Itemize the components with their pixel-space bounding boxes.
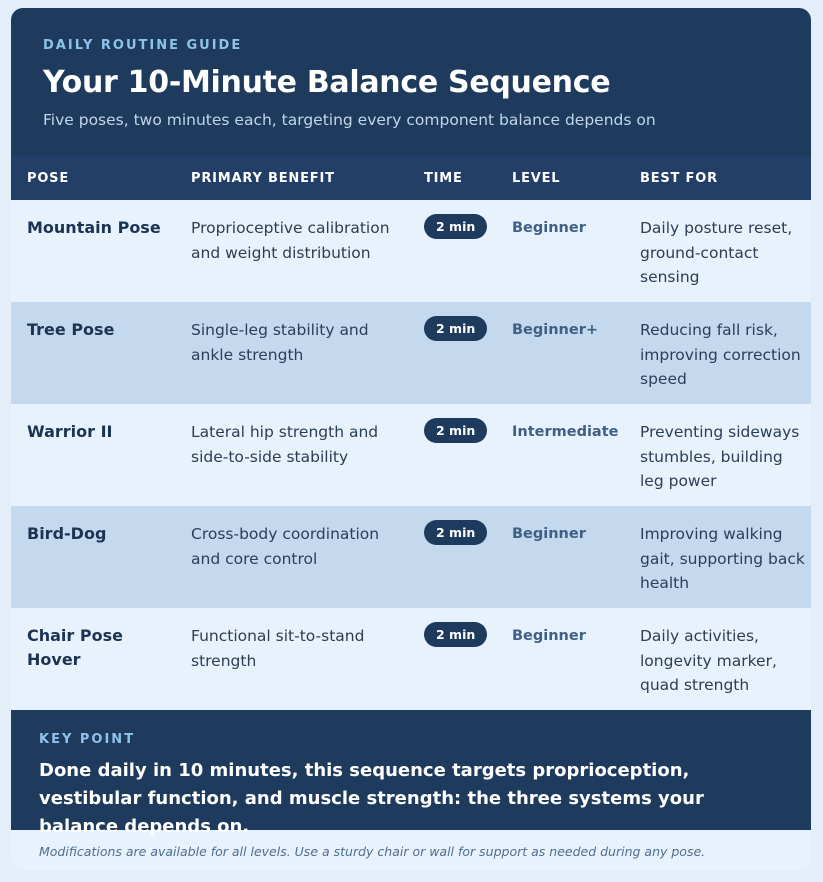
best-for: Preventing sideways stumbles, building leg power (640, 423, 800, 490)
level-label: Beginner (512, 220, 586, 236)
column-header-level: LEVEL (512, 171, 561, 186)
page-subtitle: Five poses, two minutes each, targeting every component balance depends on (43, 111, 656, 129)
primary-benefit: Proprioceptive calibration and weight distribution (191, 219, 390, 262)
time-badge: 2 min (424, 316, 487, 341)
level-label: Intermediate (512, 424, 619, 440)
key-point-label: KEY POINT (39, 732, 136, 747)
table-row (11, 302, 811, 404)
column-header-benefit: PRIMARY BENEFIT (191, 171, 335, 186)
column-header-pose: POSE (27, 171, 70, 186)
guide-card (11, 8, 811, 870)
primary-benefit: Lateral hip strength and side-to-side stability (191, 423, 379, 466)
key-point-panel (11, 710, 811, 837)
level-label: Beginner+ (512, 322, 599, 338)
table-row (11, 506, 811, 608)
page-title: Your 10-Minute Balance Sequence (43, 65, 611, 100)
time-badge: 2 min (424, 214, 487, 239)
pose-name: Chair Pose Hover (27, 626, 123, 669)
level-label: Beginner (512, 628, 586, 644)
level-label: Beginner (512, 526, 586, 542)
best-for: Reducing fall risk, improving correction speed (640, 321, 801, 388)
table-row (11, 200, 811, 302)
primary-benefit: Single-leg stability and ankle strength (191, 321, 369, 364)
time-badge: 2 min (424, 520, 487, 545)
table-header (11, 156, 811, 200)
table-row (11, 608, 811, 710)
footnote: Modifications are available for all levels. Use a sturdy chair or wall for support as needed during any pose. (39, 844, 706, 859)
primary-benefit: Cross-body coordination and core control (191, 525, 380, 568)
time-badge: 2 min (424, 622, 487, 647)
column-header-time: TIME (424, 171, 463, 186)
guide-header (11, 8, 811, 156)
best-for: Daily activities, longevity marker, quad strength (640, 627, 777, 694)
best-for: Improving walking gait, supporting back health (640, 525, 805, 592)
pose-name: Warrior II (27, 422, 113, 441)
eyebrow-label: DAILY ROUTINE GUIDE (43, 38, 243, 53)
table-row (11, 404, 811, 506)
key-point-text: Done daily in 10 minutes, this sequence targets proprioception, vestibular function, and muscle strength: the three systems your balance depends on. (39, 760, 704, 837)
pose-name: Tree Pose (27, 320, 115, 339)
pose-name: Bird-Dog (27, 524, 107, 543)
pose-name: Mountain Pose (27, 218, 161, 237)
primary-benefit: Functional sit-to-stand strength (191, 627, 365, 670)
best-for: Daily posture reset, ground-contact sensing (640, 219, 793, 286)
column-header-best-for: BEST FOR (640, 171, 718, 186)
time-badge: 2 min (424, 418, 487, 443)
